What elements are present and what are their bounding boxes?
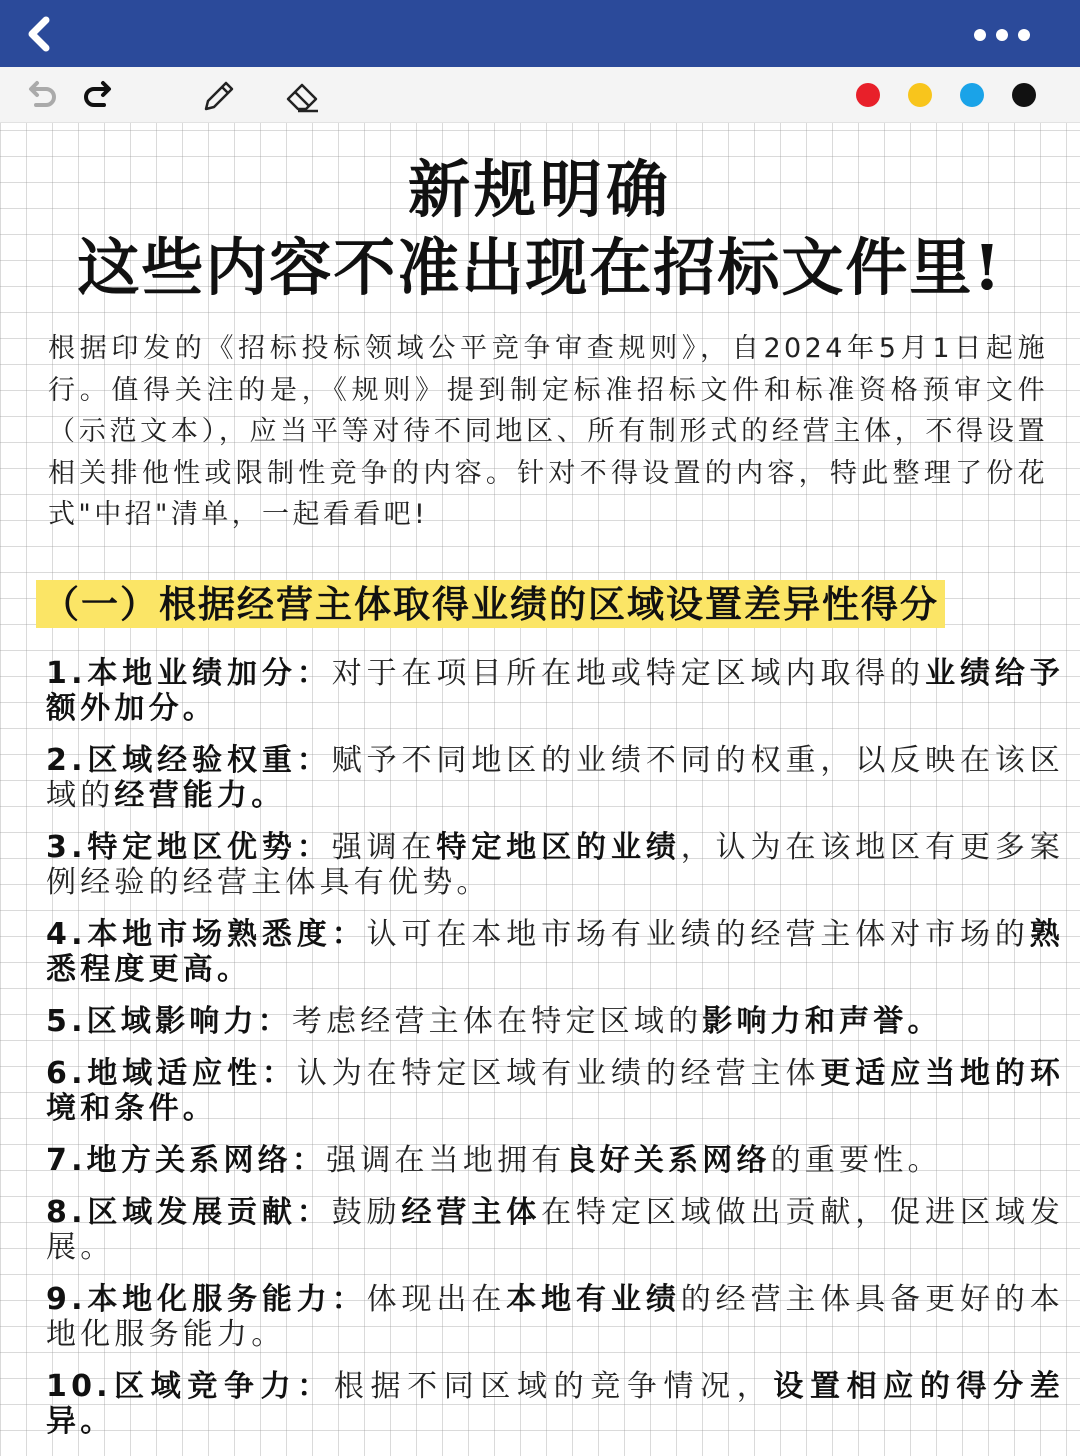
item-emphasis: 特定地区的业绩 [436, 830, 681, 865]
item-emphasis: 影响力和声誉。 [702, 1004, 942, 1039]
item-text: 认为在特定区域有业绩的经营主体 [296, 1056, 821, 1091]
item-label: 4.本地市场熟悉度： [46, 917, 367, 952]
undo-icon[interactable] [22, 75, 62, 115]
item-text: 的经营主体具备更好的本地化服务能力。 [46, 1282, 1065, 1352]
item-list [46, 656, 1064, 1456]
item-text: 强调在当地拥有 [326, 1143, 566, 1178]
intro-paragraph: 根据印发的《招标投标领域公平竞争审查规则》，自2024年5月1日起施行。值得关注的是，《规则》提到制定标准招标文件和标准资格预审文件（示范文本），应当平等对待不同地区、所有制形式的经营主体，不得设置相关排他性或限制性竞争的内容。针对不得设置的内容，特此整理了份花式"中招"清单，一起看看吧! [48, 333, 1048, 530]
item-emphasis: 经营能力。 [114, 778, 286, 813]
list-item [46, 830, 1064, 900]
list-item [46, 656, 1064, 726]
item-label: 5.区域影响力： [46, 1004, 292, 1039]
color-black-swatch[interactable] [1012, 83, 1036, 107]
item-emphasis: 本地有业绩 [506, 1282, 681, 1317]
top-nav-bar [0, 0, 1080, 67]
color-yellow-swatch[interactable] [908, 83, 932, 107]
item-text: 的重要性。 [770, 1143, 942, 1178]
list-item [46, 917, 1064, 987]
item-text: 体现出在 [366, 1282, 507, 1317]
item-emphasis: 业绩给予额外加分。 [46, 656, 1064, 726]
page-title-line-1: 新规明确 [407, 153, 672, 226]
item-label: 6.地域适应性： [46, 1056, 297, 1091]
item-text: 赋予不同地区的业绩不同的权重，以反映在该区域的 [46, 743, 1065, 813]
page-title-line-2: 这些内容不准出现在招标文件里! [77, 231, 1003, 304]
section-heading: （一）根据经营主体取得业绩的区域设置差异性得分 [36, 580, 945, 628]
list-item [46, 1369, 1064, 1439]
item-label: 7.地方关系网络： [46, 1143, 327, 1178]
item-text: 认可在本地市场有业绩的经营主体对市场的 [366, 917, 1030, 952]
item-text: 考虑经营主体在特定区域的 [291, 1004, 703, 1039]
item-text: 对于在项目所在地或特定区域内取得的 [331, 656, 926, 691]
color-red-swatch[interactable] [856, 83, 880, 107]
item-text: 在特定区域做出贡献，促进区域发展。 [46, 1195, 1064, 1265]
more-dots-icon[interactable] [974, 24, 1040, 46]
list-item [46, 1056, 1064, 1126]
list-item [46, 743, 1064, 813]
item-label: 1.本地业绩加分： [46, 656, 332, 691]
eraser-icon[interactable] [282, 75, 322, 115]
item-emphasis: 更适应当地的环境和条件。 [46, 1056, 1065, 1126]
item-label: 2.区域经验权重： [46, 743, 332, 778]
item-emphasis: 经营主体 [401, 1195, 542, 1230]
list-item [46, 1195, 1064, 1265]
item-text: 鼓励 [331, 1195, 402, 1230]
item-text: ，认为在该地区有更多案例经验的经营主体具有优势。 [46, 830, 1064, 900]
list-item [46, 1143, 1064, 1178]
redo-icon[interactable] [78, 75, 118, 115]
drawing-toolbar [0, 67, 1080, 123]
item-label: 8.区域发展贡献： [46, 1195, 332, 1230]
item-label: 10.区域竞争力： [46, 1369, 334, 1404]
list-item [46, 1004, 1064, 1039]
item-text: 强调在 [331, 830, 437, 865]
list-item [46, 1282, 1064, 1352]
pencil-icon[interactable] [198, 75, 238, 115]
item-label: 9.本地化服务能力： [46, 1282, 367, 1317]
item-emphasis: 良好关系网络 [565, 1143, 771, 1178]
item-label: 3.特定地区优势： [46, 830, 332, 865]
color-blue-swatch[interactable] [960, 83, 984, 107]
item-emphasis: 熟悉程度更高。 [46, 917, 1064, 987]
chevron-left-icon[interactable] [20, 14, 60, 54]
item-text: 根据不同区域的竞争情况， [333, 1369, 774, 1404]
item-emphasis: 设置相应的得分差异。 [46, 1369, 1064, 1439]
